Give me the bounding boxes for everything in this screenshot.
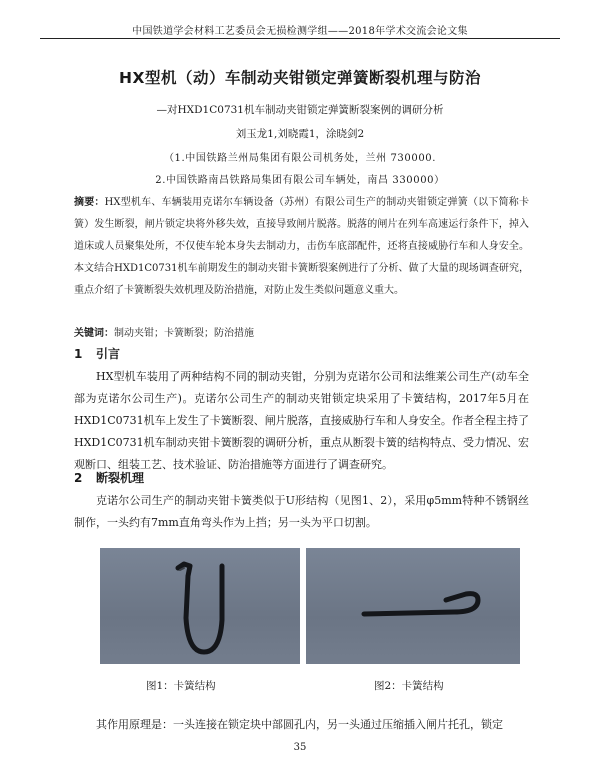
abstract-label: 摘要：: [74, 197, 105, 208]
paper-subtitle: —对HXD1C0731机车制动夹钳锁定弹簧断裂案例的调研分析: [156, 104, 444, 116]
keywords: [74, 324, 529, 339]
running-header: 中国铁道学会材料工艺委员会无损检测学组——2018年学术交流会论文集: [132, 26, 468, 37]
keywords-text: 制动夹钳；卡簧断裂；防治措施: [114, 328, 254, 339]
section-number: 2: [74, 471, 83, 485]
abstract-text: HX型机车、车辆装用克诺尔车辆设备（苏州）有限公司生产的制动夹钳锁定弹簧（以下简称卡簧）发生断裂，闸片锁定块将外移失效，直接导致闸片脱落。脱落的闸片在列车高速运行条件下，掉入道床或人员聚集处所，不仅使车轮本身失去制动力，击伤车底部配件，还将直接威胁行车和人身安全。本文结合HXD1C0731机车前期发生的制动夹钳卡簧断裂案例进行了分析、做了大量的现场调查研究，重点介绍了卡簧断裂失效机理及防治措施，对防止发生类似问题意义重大。: [74, 197, 529, 296]
abstract: [74, 192, 529, 302]
header-rule: [40, 38, 560, 39]
section-number: 1: [74, 347, 83, 361]
keywords-label: 关键词：: [74, 328, 114, 339]
section-2-paragraph: 克诺尔公司生产的制动夹钳卡簧类似于U形结构（见图1、2），采用φ5mm特种不锈钢丝制作，一头约有7mm直角弯头作为上挡；另一头为平口切割。: [74, 494, 529, 529]
u-spring-front-image: [100, 548, 300, 664]
figure-2-photo: [306, 548, 520, 664]
affiliation-1: （1.中国铁路兰州局集团有限公司机务处，兰州 730000.: [163, 153, 437, 164]
figure-1-caption: 图1：卡簧结构: [146, 680, 216, 692]
author-list: 刘玉龙1,刘晓霞1，涂晓剑2: [235, 128, 365, 140]
section-heading-2: [74, 469, 144, 486]
section-heading-1: [74, 345, 120, 362]
affiliation-2: 2.中国铁路南昌铁路局集团有限公司车辆处，南昌 330000）: [155, 175, 445, 186]
continuation-paragraph: 其作用原理是：一头连接在锁定块中部圆孔内，另一头通过压缩插入闸片托孔，锁定: [96, 718, 503, 731]
section-1-paragraph: HX型机车装用了两种结构不同的制动夹钳，分别为克诺尔公司和法维莱公司生产(动车全部为克诺尔公司生产)。克诺尔公司生产的制动夹钳锁定块采用了卡簧结构，2017年5月在HXD1C0731机车上发生了卡簧断裂、闸片脱落，直接威胁行车和人身安全。作者全程主持了HXD1C0731机车制动夹钳卡簧断裂的调研分析，重点从断裂卡簧的结构特点、受力情况、宏观断口、组装工艺、技术验证、防治措施等方面进行了调查研究。: [74, 370, 529, 471]
u-spring-side-image: [306, 548, 520, 664]
section-title: 断裂机理: [96, 471, 145, 485]
page-number: 35: [293, 742, 307, 753]
figure-1-photo: [100, 548, 300, 664]
section-title: 引言: [96, 347, 121, 361]
figure-2-caption: 图2：卡簧结构: [374, 680, 444, 692]
paper-title: HX型机（动）车制动夹钳锁定弹簧断裂机理与防治: [119, 69, 481, 87]
